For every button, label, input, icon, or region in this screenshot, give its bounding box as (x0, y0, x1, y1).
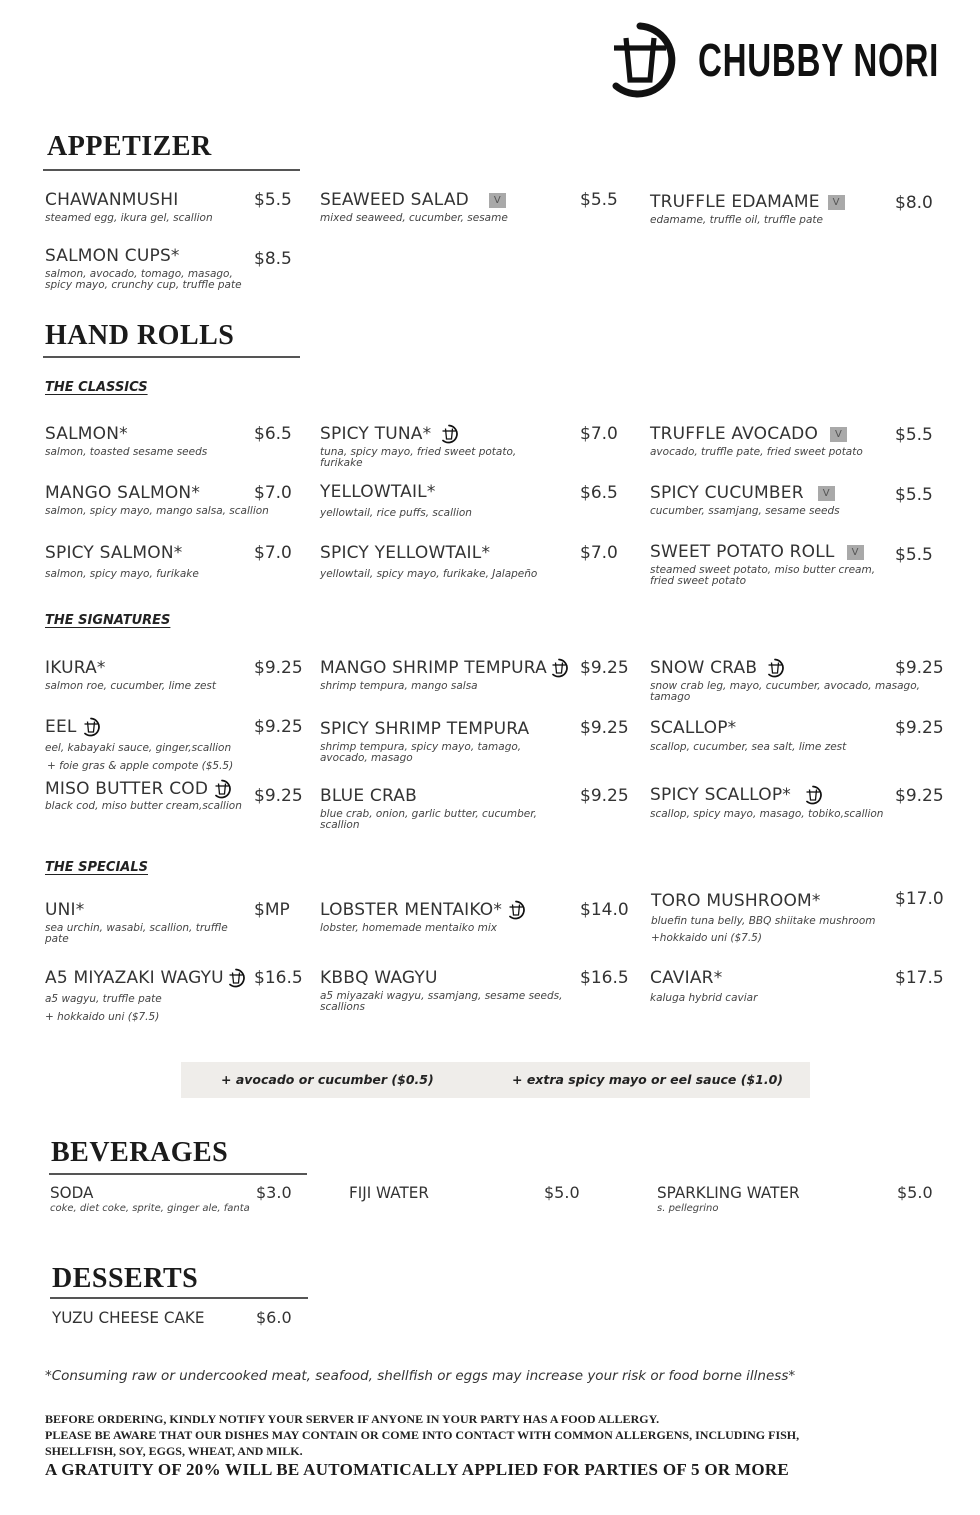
menu-item: SWEET POTATO ROLL V steamed sweet potato, miso butter cream, fried sweet potato (650, 542, 876, 587)
subheading-signatures: THE SIGNATURES (45, 613, 171, 628)
item-price: $9.25 (895, 658, 944, 678)
vegetarian-badge: V (828, 195, 845, 210)
item-price: $6.0 (256, 1308, 292, 1327)
item-price: $7.0 (254, 543, 292, 563)
menu-item: IKURA* salmon roe, cucumber, lime zest (45, 658, 216, 692)
addons-bar (181, 1062, 810, 1098)
menu-item: MISO BUTTER COD black cod, miso butter cream,scallion (45, 779, 242, 812)
menu-item: SALMON* salmon, toasted sesame seeds (45, 424, 208, 458)
item-price: $3.0 (256, 1183, 292, 1202)
item-price: $16.5 (580, 968, 629, 988)
item-price: $7.0 (580, 543, 618, 563)
subheading-specials: THE SPECIALS (45, 860, 149, 875)
section-divider (43, 356, 300, 358)
menu-item: CAVIAR* kaluga hybrid caviar (650, 968, 758, 1004)
menu-item: MANGO SALMON* salmon, spicy mayo, mango salsa, scallion (45, 483, 269, 517)
item-price: $5.5 (254, 190, 292, 210)
item-addon: +hokkaido uni ($7.5) (651, 932, 762, 944)
menu-item: TRUFFLE EDAMAME V edamame, truffle oil, truffle pate (650, 192, 845, 226)
section-title-desserts: DESSERTS (52, 1263, 199, 1294)
item-price: $5.5 (580, 190, 618, 210)
menu-item: SPICY TUNA* tuna, spicy mayo, fried sweet potato, furikake (320, 424, 517, 469)
menu-item: LOBSTER MENTAIKO* lobster, homemade mentaiko mix (320, 900, 526, 934)
raw-food-disclaimer: *Consuming raw or undercooked meat, seafood, shellfish or eggs may increase your risk or food borne illness* (45, 1368, 796, 1384)
item-price: $5.5 (895, 425, 933, 445)
menu-item: SALMON CUPS* salmon, avocado, tomago, masago, spicy mayo, crunchy cup, truffle pate (45, 246, 242, 291)
signature-roll-icon (549, 658, 569, 678)
item-price: $7.0 (580, 424, 618, 444)
item-price: $5.5 (895, 545, 933, 565)
item-price: $8.0 (895, 193, 933, 213)
menu-item: TORO MUSHROOM* bluefin tuna belly, BBQ shiitake mushroom +hokkaido uni ($7.5) (651, 891, 876, 944)
section-divider (49, 1173, 307, 1175)
section-title-hand-rolls: HAND ROLLS (45, 320, 235, 351)
item-price: $9.25 (580, 718, 629, 738)
menu-item: SODA coke, diet coke, sprite, ginger ale, fanta (50, 1183, 250, 1214)
signature-roll-icon (439, 424, 459, 444)
menu-item: MANGO SHRIMP TEMPURA shrimp tempura, mango salsa (320, 658, 569, 692)
menu-item: SPICY SALMON* salmon, spicy mayo, furikake (45, 543, 199, 580)
menu-item: EEL eel, kabayaki sauce, ginger,scallion + foie gras & apple compote ($5.5) (45, 717, 234, 772)
item-price: $17.5 (895, 968, 944, 988)
item-price: $9.25 (580, 786, 629, 806)
menu-item: UNI* sea urchin, wasabi, scallion, truffle pate (45, 900, 228, 945)
subheading-classics: THE CLASSICS (45, 380, 148, 395)
menu-item: SEAWEED SALAD V mixed seaweed, cucumber, sesame (320, 190, 508, 224)
menu-item: SPARKLING WATER s. pellegrino (657, 1183, 800, 1214)
menu-item: YUZU CHEESE CAKE (52, 1308, 205, 1327)
menu-item: FIJI WATER (349, 1183, 429, 1202)
menu-item: SCALLOP* scallop, cucumber, sea salt, lime zest (650, 718, 847, 753)
vegetarian-badge: V (830, 427, 847, 442)
item-price: $9.25 (254, 786, 303, 806)
item-price: $5.5 (895, 485, 933, 505)
allergy-notice-line: BEFORE ORDERING, KINDLY NOTIFY YOUR SERVER IF ANYONE IN YOUR PARTY HAS A FOOD ALLERGY. (45, 1412, 660, 1426)
allergy-notice-line: PLEASE BE AWARE THAT OUR DISHES MAY CONTAIN OR COME INTO CONTACT WITH COMMON ALLERGENS, INCLUDING FISH, (45, 1428, 800, 1442)
brand-name: CHUBBY NORI (698, 34, 940, 86)
item-price: $16.5 (254, 968, 303, 988)
addon-option: + extra spicy mayo or eel sauce ($1.0) (512, 1072, 784, 1087)
item-price: $5.0 (544, 1183, 580, 1202)
addon-option: + avocado or cucumber ($0.5) (221, 1072, 434, 1087)
menu-item: SPICY YELLOWTAIL* yellowtail, spicy mayo, furikake, Jalapeño (320, 543, 538, 580)
signature-roll-icon (212, 779, 232, 799)
vegetarian-badge: V (489, 193, 506, 208)
item-price: $MP (254, 900, 290, 920)
menu-item: A5 MIYAZAKI WAGYU a5 wagyu, truffle pate + hokkaido uni ($7.5) (45, 968, 246, 1023)
menu-item: BLUE CRAB blue crab, onion, garlic butter, cucumber, scallion (320, 786, 537, 831)
item-price: $6.5 (580, 483, 618, 503)
section-divider (43, 169, 300, 171)
item-price: $14.0 (580, 900, 629, 920)
item-price: $9.25 (254, 658, 303, 678)
signature-roll-icon (226, 968, 246, 988)
menu-item: CHAWANMUSHI steamed egg, ikura gel, scallion (45, 190, 213, 224)
signature-roll-icon (506, 900, 526, 920)
item-price: $6.5 (254, 424, 292, 444)
item-price: $9.25 (895, 718, 944, 738)
section-title-appetizer: APPETIZER (47, 131, 212, 162)
menu-item: TRUFFLE AVOCADO V avocado, truffle pate, fried sweet potato (650, 424, 863, 458)
allergy-notice-line: SHELLFISH, SOY, EGGS, WHEAT, AND MILK. (45, 1444, 303, 1458)
menu-item: SPICY CUCUMBER V cucumber, ssamjang, sesame seeds (650, 483, 840, 517)
item-price: $17.0 (895, 889, 944, 909)
section-title-beverages: BEVERAGES (51, 1137, 229, 1168)
menu-item: SPICY SCALLOP* scallop, spicy mayo, masago, tobiko,scallion (650, 785, 884, 820)
signature-roll-icon (765, 658, 785, 678)
menu-item: SNOW CRAB snow crab leg, mayo, cucumber, avocado, masago, tamago (650, 658, 920, 703)
vegetarian-badge: V (847, 545, 864, 560)
section-divider (50, 1297, 308, 1299)
item-price: $5.0 (897, 1183, 933, 1202)
item-price: $7.0 (254, 483, 292, 503)
gratuity-notice: A GRATUITY OF 20% WILL BE AUTOMATICALLY APPLIED FOR PARTIES OF 5 OR MORE (45, 1460, 790, 1479)
chubby-nori-logo-icon (600, 20, 680, 100)
item-price: $9.25 (895, 786, 944, 806)
item-addon: + hokkaido uni ($7.5) (45, 1011, 160, 1023)
item-addon: + foie gras & apple compote ($5.5) (47, 760, 234, 772)
menu-item: YELLOWTAIL* yellowtail, rice puffs, scallion (320, 482, 472, 519)
menu-item: KBBQ WAGYU a5 miyazaki wagyu, ssamjang, sesame seeds, scallions (320, 968, 563, 1013)
vegetarian-badge: V (818, 486, 835, 501)
item-price: $8.5 (254, 249, 292, 269)
signature-roll-icon (803, 785, 823, 805)
signature-roll-icon (81, 717, 101, 737)
menu-item: SPICY SHRIMP TEMPURA shrimp tempura, spicy mayo, tamago, avocado, masago (320, 719, 530, 764)
item-price: $9.25 (254, 717, 303, 737)
brand-logo (600, 20, 980, 100)
item-price: $9.25 (580, 658, 629, 678)
